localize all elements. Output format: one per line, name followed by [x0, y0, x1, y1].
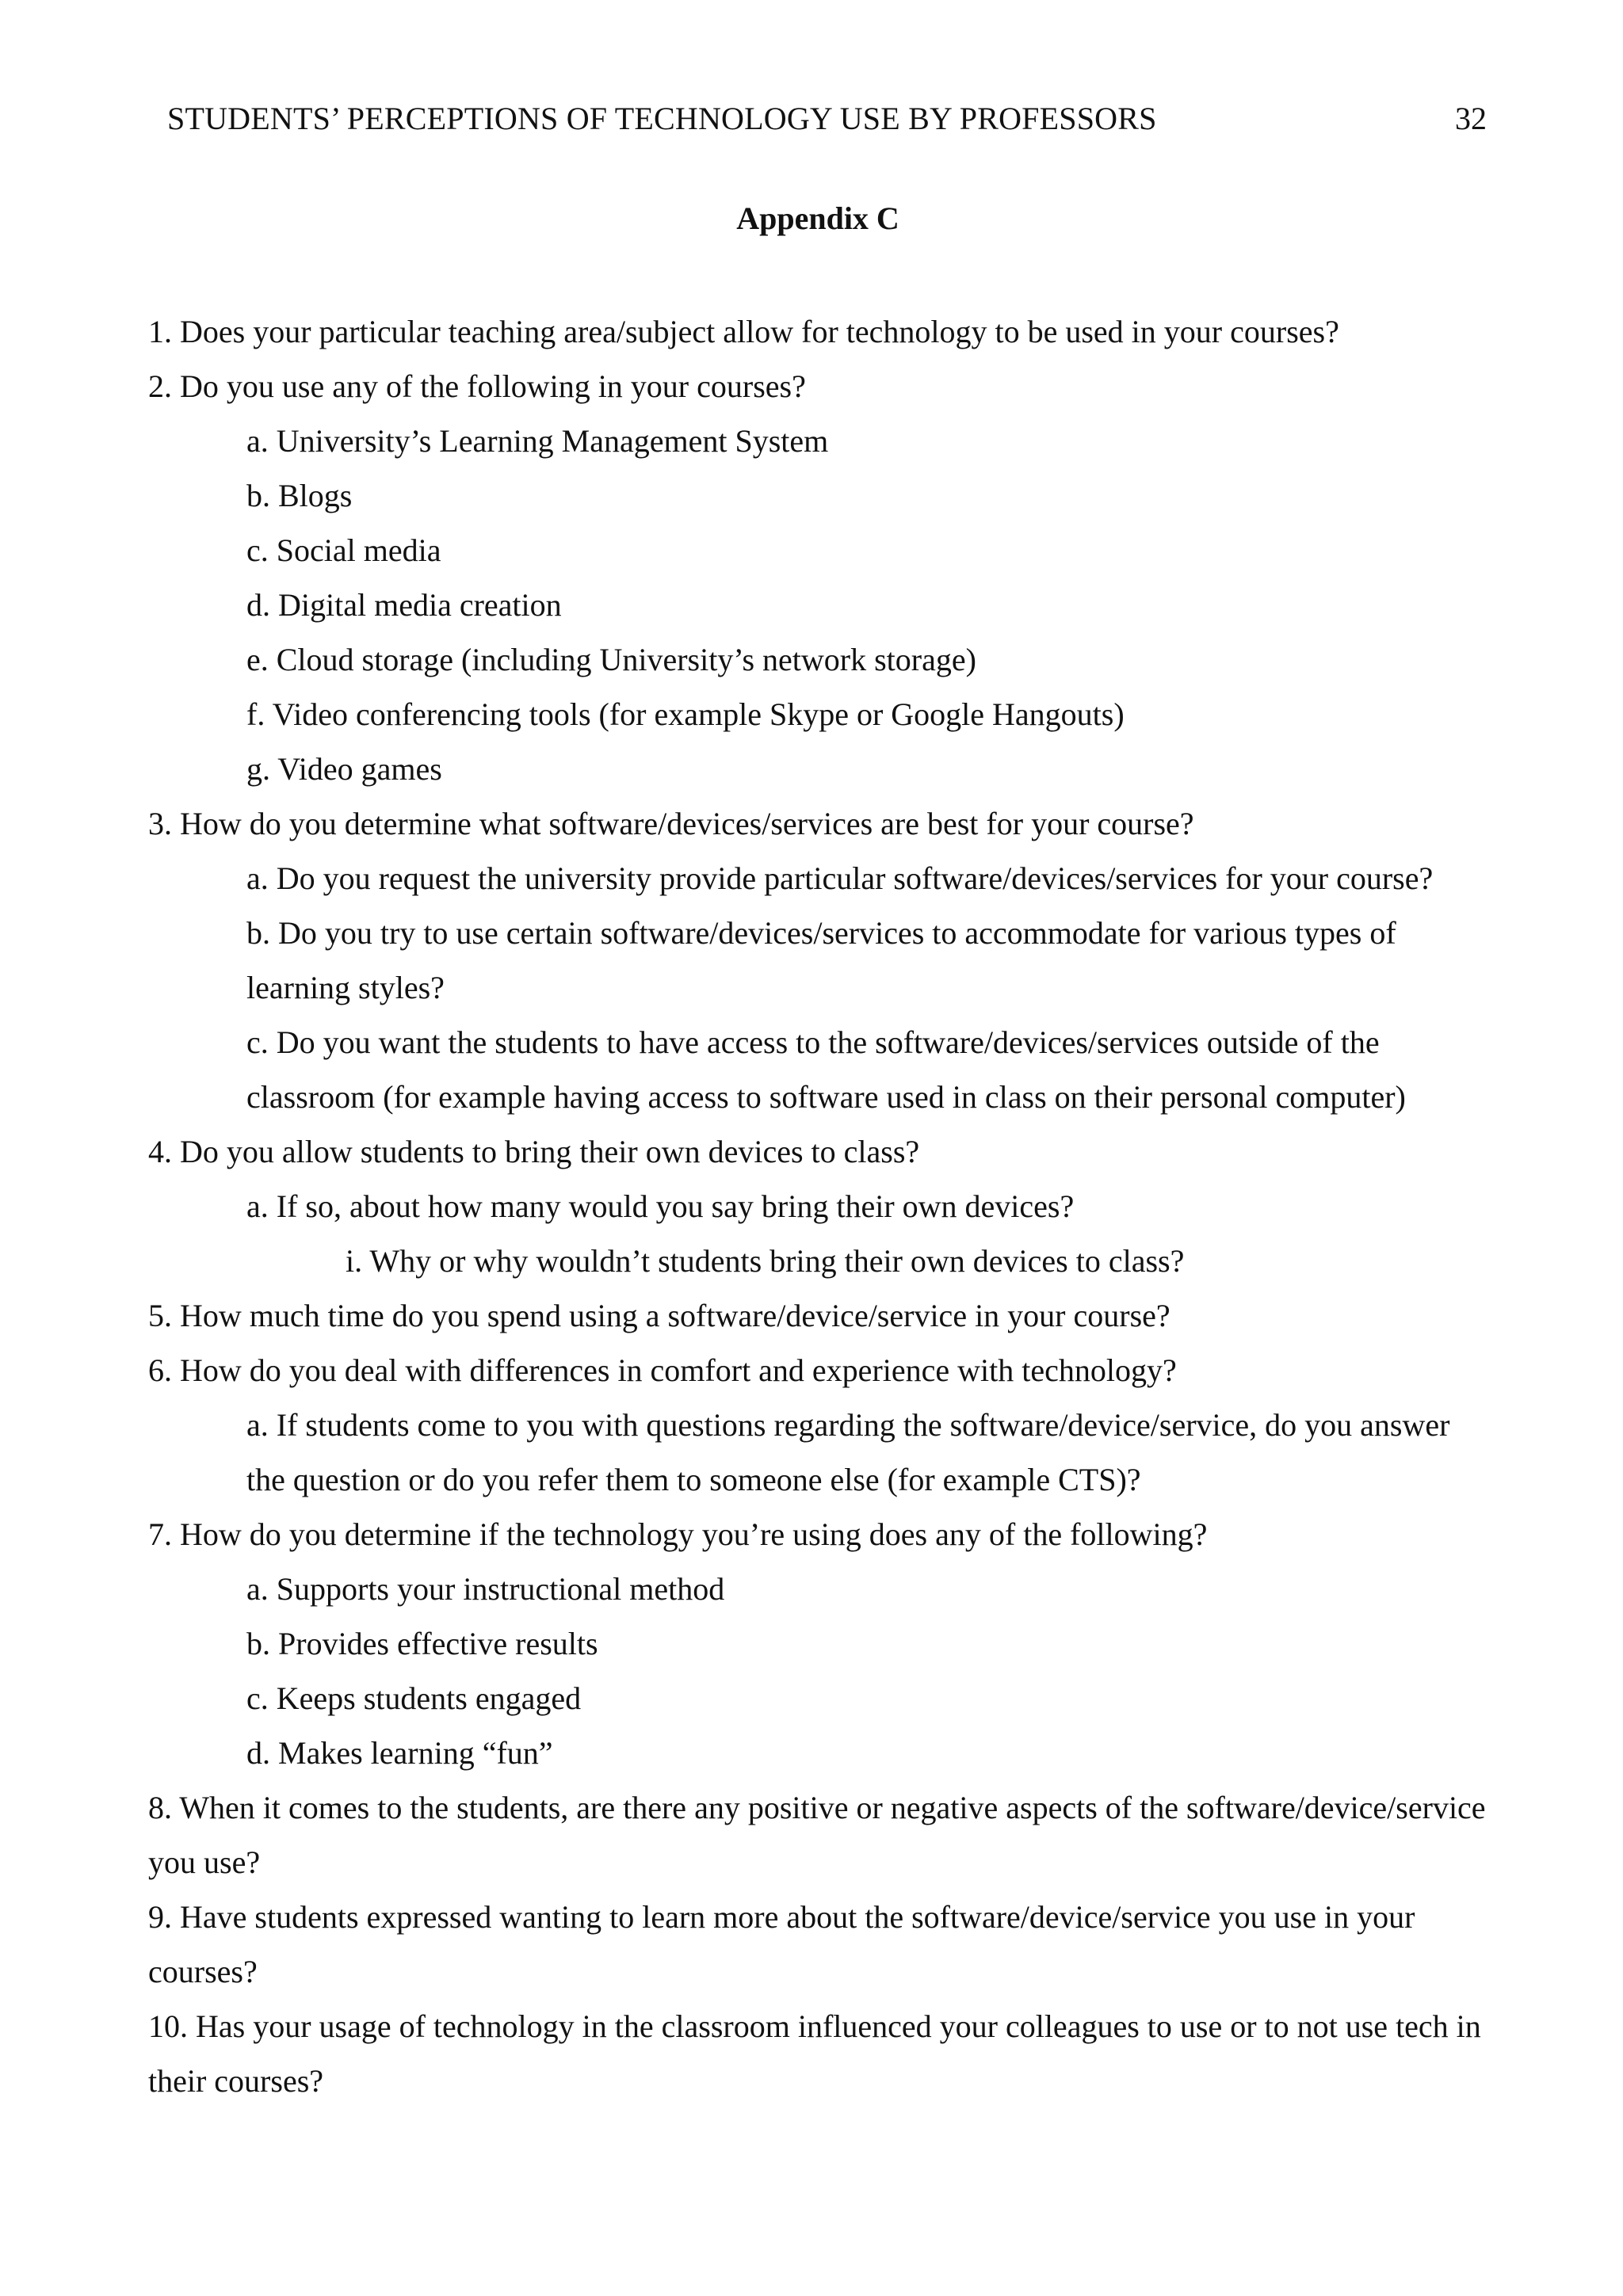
question-3a: a. Do you request the university provide particular software/devices/services for your course? — [246, 860, 1434, 896]
question-6a-continued: the question or do you refer them to someone else (for example CTS)? — [246, 1462, 1141, 1497]
question-3: 3. How do you determine what software/devices/services are best for your course? — [148, 806, 1194, 841]
appendix-title: Appendix C — [736, 200, 899, 236]
question-2: 2. Do you use any of the following in your courses? — [148, 368, 806, 404]
question-2c: c. Social media — [246, 532, 441, 568]
question-10: 10. Has your usage of technology in the classroom influenced your colleagues to use or to not use tech in — [148, 2008, 1481, 2044]
running-head: STUDENTS’ PERCEPTIONS OF TECHNOLOGY USE BY PROFESSORS — [167, 101, 1157, 136]
question-2e: e. Cloud storage (including University’s network storage) — [246, 642, 976, 677]
question-3c: c. Do you want the students to have access to the software/devices/services outside of the — [246, 1024, 1380, 1060]
page-number: 32 — [1455, 101, 1487, 136]
question-3b: b. Do you try to use certain software/devices/services to accommodate for various types of — [246, 915, 1396, 951]
question-8-continued: you use? — [148, 1844, 261, 1880]
question-3c-continued: classroom (for example having access to software used in class on their personal computer) — [246, 1079, 1406, 1115]
question-4: 4. Do you allow students to bring their own devices to class? — [148, 1134, 920, 1169]
question-8: 8. When it comes to the students, are there any positive or negative aspects of the software/device/service — [148, 1790, 1486, 1825]
question-list — [148, 304, 1487, 2108]
question-2b: b. Blogs — [246, 478, 353, 513]
question-6: 6. How do you deal with differences in comfort and experience with technology? — [148, 1352, 1177, 1388]
question-2f: f. Video conferencing tools (for example Skype or Google Hangouts) — [246, 696, 1125, 732]
question-2g: g. Video games — [246, 751, 442, 787]
question-9-continued: courses? — [148, 1954, 258, 1989]
question-4a-i: i. Why or why wouldn’t students bring their own devices to class? — [346, 1243, 1185, 1279]
question-7: 7. How do you determine if the technology you’re using does any of the following? — [148, 1516, 1208, 1552]
question-2d: d. Digital media creation — [246, 587, 562, 623]
question-1: 1. Does your particular teaching area/subject allow for technology to be used in your courses? — [148, 314, 1339, 349]
question-7d: d. Makes learning “fun” — [246, 1735, 553, 1771]
question-10-continued: their courses? — [148, 2063, 324, 2099]
question-6a: a. If students come to you with questions regarding the software/device/service, do you answer — [246, 1407, 1450, 1443]
question-3b-continued: learning styles? — [246, 970, 445, 1005]
question-2a: a. University’s Learning Management System — [246, 423, 829, 459]
question-9: 9. Have students expressed wanting to learn more about the software/device/service you use in your — [148, 1899, 1415, 1935]
question-4a: a. If so, about how many would you say bring their own devices? — [246, 1188, 1075, 1224]
question-5: 5. How much time do you spend using a software/device/service in your course? — [148, 1298, 1170, 1333]
question-7b: b. Provides effective results — [246, 1626, 598, 1661]
question-7a: a. Supports your instructional method — [246, 1571, 725, 1607]
question-7c: c. Keeps students engaged — [246, 1680, 582, 1716]
